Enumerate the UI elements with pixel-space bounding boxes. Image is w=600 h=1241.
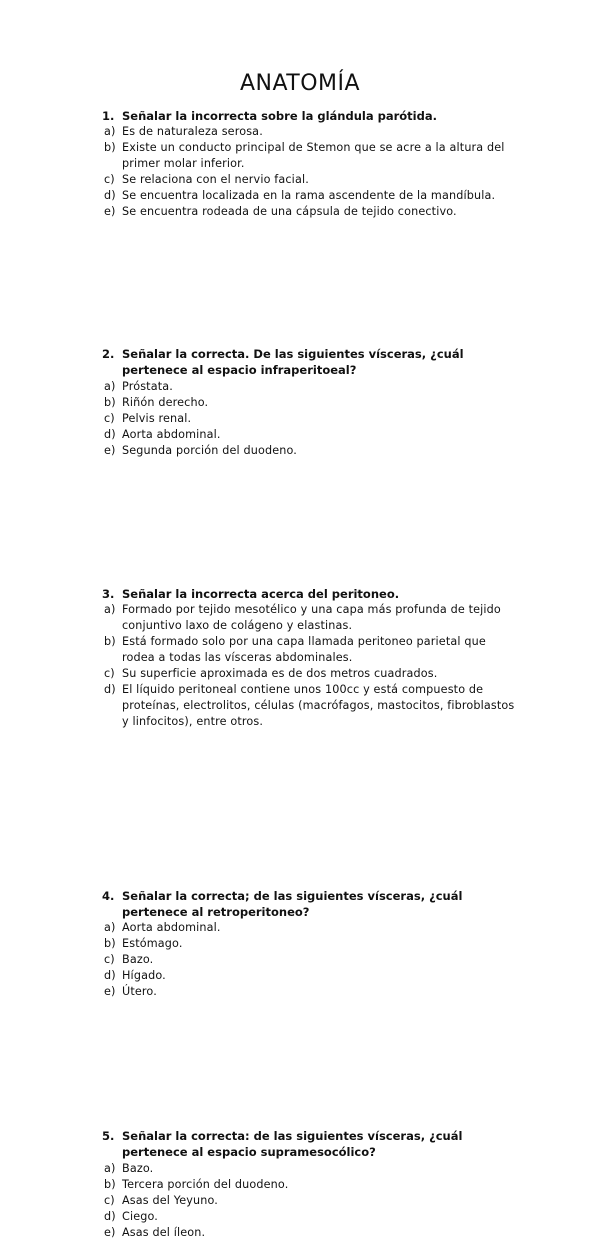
option-letter: c) — [104, 1193, 115, 1207]
option-letter: b) — [104, 141, 116, 155]
option — [104, 634, 520, 666]
option-text: Existe un conducto principal de Stemon que se acre a la altura del primer molar inferior. — [122, 141, 505, 171]
option — [104, 124, 520, 140]
question-stem — [104, 1128, 520, 1160]
option — [104, 411, 520, 427]
option — [104, 1209, 520, 1225]
option-letter: a) — [104, 379, 116, 393]
option — [104, 602, 520, 634]
option-text: Tercera porción del duodeno. — [122, 1177, 289, 1191]
option — [104, 952, 520, 968]
option — [104, 682, 520, 730]
page-title: ANATOMÍA — [239, 71, 361, 96]
option-letter: c) — [104, 666, 115, 680]
option-text: Se encuentra localizada en la rama ascendente de la mandíbula. — [122, 189, 496, 203]
question-number: 3. — [102, 586, 115, 601]
option — [104, 140, 520, 172]
option — [104, 379, 520, 395]
option-text: Se relaciona con el nervio facial. — [122, 173, 309, 187]
option — [104, 172, 520, 188]
option-text: Su superficie aproximada es de dos metros cuadrados. — [122, 666, 438, 680]
option — [104, 968, 520, 984]
option-letter: e) — [104, 443, 116, 457]
option-letter: c) — [104, 953, 115, 967]
option-letter: d) — [104, 189, 116, 203]
option-text: Pelvis renal. — [122, 411, 192, 425]
question-number: 2. — [102, 347, 115, 362]
question-text: Señalar la correcta. De las siguientes vísceras, ¿cuál pertenece al espacio infraperitoeal? — [122, 347, 464, 378]
option-text: Bazo. — [122, 953, 154, 967]
option-letter: d) — [104, 427, 116, 441]
question-stem — [104, 888, 520, 920]
option — [104, 1161, 520, 1177]
question-text: Señalar la correcta: de las siguientes vísceras, ¿cuál pertenece al espacio supramesocólico? — [122, 1129, 463, 1160]
option-letter: d) — [104, 969, 116, 983]
option-text: Hígado. — [122, 969, 166, 983]
option-letter: e) — [104, 205, 116, 219]
option-text: Bazo. — [122, 1161, 154, 1175]
option-letter: d) — [104, 1209, 116, 1223]
question-stem — [104, 108, 520, 124]
option — [104, 984, 520, 1000]
option — [104, 936, 520, 952]
option-text: Segunda porción del duodeno. — [122, 443, 297, 457]
question-text: Señalar la correcta; de las siguientes vísceras, ¿cuál pertenece al retroperitoneo? — [122, 888, 463, 920]
option — [104, 443, 520, 459]
option-text: Aorta abdominal. — [122, 427, 221, 441]
option — [104, 920, 520, 936]
option-letter: b) — [104, 1177, 116, 1191]
option-letter: a) — [104, 602, 116, 616]
option-text: Es de naturaleza serosa. — [122, 125, 263, 139]
question-text: Señalar la incorrecta acerca del peritoneo. — [122, 586, 400, 601]
option-text: El líquido peritoneal contiene unos 100cc y está compuesto de proteínas, electrolitos, células (macrófagos, mastocitos, fibroblastos y linfocitos), entre otros. — [122, 682, 515, 728]
option-text: Aorta abdominal. — [122, 921, 221, 935]
option — [104, 1193, 520, 1209]
option-text: Asas del íleon. — [122, 1225, 206, 1239]
option — [104, 395, 520, 411]
option-letter: c) — [104, 411, 115, 425]
option — [104, 204, 520, 220]
question-4 — [104, 888, 520, 1000]
question-1 — [104, 108, 520, 220]
question-2 — [104, 346, 520, 458]
option-letter: d) — [104, 682, 116, 696]
question-stem — [104, 586, 520, 602]
option — [104, 666, 520, 682]
option-letter: a) — [104, 921, 116, 935]
question-number: 1. — [102, 109, 115, 123]
option — [104, 1177, 520, 1193]
option-letter: b) — [104, 634, 116, 648]
option-text: Está formado solo por una capa llamada peritoneo parietal que rodea a todas las vísceras abdominales. — [122, 634, 486, 664]
option-text: Asas del Yeyuno. — [122, 1193, 219, 1207]
option-text: Próstata. — [122, 379, 173, 393]
option-letter: e) — [104, 1225, 116, 1239]
option-letter: b) — [104, 395, 116, 409]
option-letter: c) — [104, 173, 115, 187]
question-3 — [104, 586, 520, 730]
question-5 — [104, 1128, 520, 1240]
option-letter: a) — [104, 1161, 116, 1175]
question-number: 4. — [102, 888, 115, 903]
question-number: 5. — [102, 1129, 115, 1144]
option-text: Riñón derecho. — [122, 395, 209, 409]
option — [104, 1225, 520, 1241]
option-text: Útero. — [122, 985, 157, 999]
question-text: Señalar la incorrecta sobre la glándula parótida. — [122, 109, 437, 123]
option-letter: e) — [104, 985, 116, 999]
option-text: Formado por tejido mesotélico y una capa más profunda de tejido conjuntivo laxo de colágeno y elastinas. — [122, 602, 501, 632]
question-stem — [104, 346, 520, 378]
option-text: Se encuentra rodeada de una cápsula de tejido conectivo. — [122, 205, 457, 219]
option-letter: a) — [104, 125, 116, 139]
option — [104, 427, 520, 443]
option-text: Ciego. — [122, 1209, 159, 1223]
option — [104, 188, 520, 204]
option-letter: b) — [104, 937, 116, 951]
option-text: Estómago. — [122, 937, 183, 951]
